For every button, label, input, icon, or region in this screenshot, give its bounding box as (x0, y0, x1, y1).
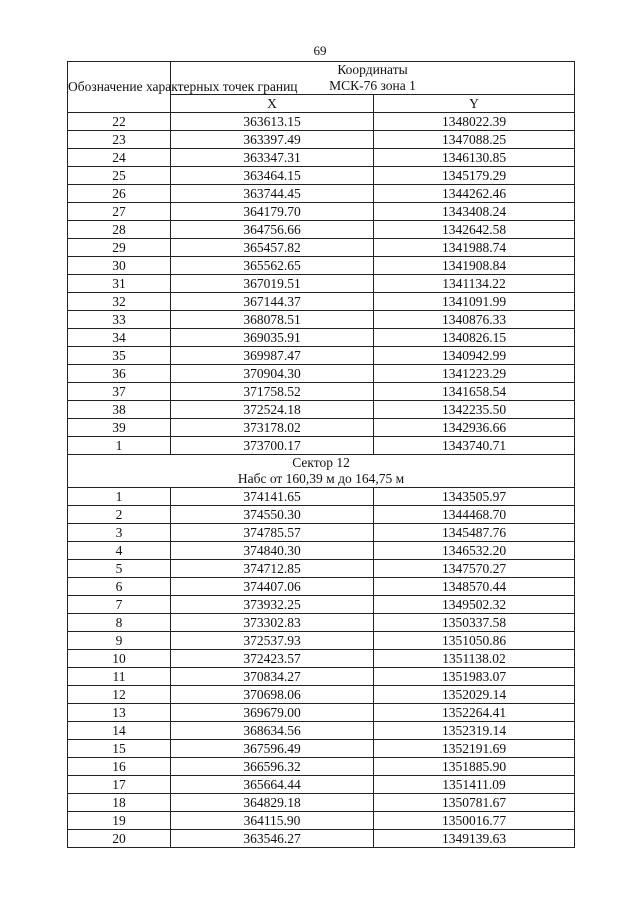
x-coordinate-cell: 363464.15 (171, 167, 374, 185)
header-row-1 (68, 62, 575, 95)
table-row (68, 614, 575, 632)
table-row (68, 776, 575, 794)
table-row (68, 221, 575, 239)
table-row (68, 383, 575, 401)
table-row (68, 329, 575, 347)
table-row (68, 812, 575, 830)
table-row (68, 203, 575, 221)
x-coordinate-cell: 373178.02 (171, 419, 374, 437)
point-number-cell: 28 (68, 221, 171, 239)
x-coordinate-cell: 364115.90 (171, 812, 374, 830)
x-coordinate-cell: 364756.66 (171, 221, 374, 239)
y-coordinate-cell: 1346532.20 (374, 542, 575, 560)
x-coordinate-cell: 370904.30 (171, 365, 374, 383)
table-row (68, 506, 575, 524)
y-coordinate-cell: 1345179.29 (374, 167, 575, 185)
x-coordinate-cell: 372537.93 (171, 632, 374, 650)
point-number-cell: 30 (68, 257, 171, 275)
point-number-cell: 19 (68, 812, 171, 830)
point-number-cell: 11 (68, 668, 171, 686)
table-row (68, 560, 575, 578)
x-coordinate-cell: 374840.30 (171, 542, 374, 560)
y-coordinate-cell: 1340876.33 (374, 311, 575, 329)
x-coordinate-cell: 369035.91 (171, 329, 374, 347)
table-row (68, 347, 575, 365)
coordinates-table-body (68, 62, 575, 848)
x-coordinate-cell: 365457.82 (171, 239, 374, 257)
sector-title: Сектор 12 (292, 455, 350, 470)
sector-row (68, 455, 575, 488)
point-number-cell: 16 (68, 758, 171, 776)
x-column-header: X (171, 95, 374, 113)
x-coordinate-cell: 369679.00 (171, 704, 374, 722)
table-row (68, 650, 575, 668)
point-number-cell: 26 (68, 185, 171, 203)
x-coordinate-cell: 374785.57 (171, 524, 374, 542)
coordinates-table (67, 61, 575, 848)
x-coordinate-cell: 374141.65 (171, 488, 374, 506)
table-row (68, 239, 575, 257)
y-coordinate-cell: 1341134.22 (374, 275, 575, 293)
y-coordinate-cell: 1344468.70 (374, 506, 575, 524)
table-row (68, 668, 575, 686)
sector-subtitle: Набс от 160,39 м до 164,75 м (237, 471, 405, 486)
point-number-cell: 38 (68, 401, 171, 419)
table-row (68, 830, 575, 848)
point-number-cell: 33 (68, 311, 171, 329)
x-coordinate-cell: 367019.51 (171, 275, 374, 293)
point-number-cell: 27 (68, 203, 171, 221)
table-row (68, 167, 575, 185)
table-row (68, 488, 575, 506)
coordinate-system: МСК-76 зона 1 (329, 78, 416, 93)
point-number-cell: 23 (68, 131, 171, 149)
point-number-cell: 29 (68, 239, 171, 257)
point-number-cell: 32 (68, 293, 171, 311)
table-row (68, 524, 575, 542)
point-number-cell: 4 (68, 542, 171, 560)
y-coordinate-cell: 1352264.41 (374, 704, 575, 722)
y-coordinate-cell: 1341223.29 (374, 365, 575, 383)
y-coordinate-cell: 1340942.99 (374, 347, 575, 365)
table-row (68, 704, 575, 722)
x-coordinate-cell: 363613.15 (171, 113, 374, 131)
y-coordinate-cell: 1348022.39 (374, 113, 575, 131)
y-coordinate-cell: 1342642.58 (374, 221, 575, 239)
x-coordinate-cell: 373700.17 (171, 437, 374, 455)
point-number-cell: 37 (68, 383, 171, 401)
table-row (68, 437, 575, 455)
table-row (68, 311, 575, 329)
point-number-cell: 9 (68, 632, 171, 650)
point-number-cell: 1 (68, 488, 171, 506)
table-row (68, 632, 575, 650)
y-coordinate-cell: 1341658.54 (374, 383, 575, 401)
y-coordinate-cell: 1351050.86 (374, 632, 575, 650)
coordinates-title: Координаты (337, 62, 408, 77)
table-row (68, 758, 575, 776)
table-row (68, 722, 575, 740)
y-coordinate-cell: 1350781.67 (374, 794, 575, 812)
point-number-cell: 13 (68, 704, 171, 722)
y-coordinate-cell: 1342235.50 (374, 401, 575, 419)
point-number-cell: 8 (68, 614, 171, 632)
table-row (68, 275, 575, 293)
x-coordinate-cell: 363546.27 (171, 830, 374, 848)
y-coordinate-cell: 1350337.58 (374, 614, 575, 632)
x-coordinate-cell: 363347.31 (171, 149, 374, 167)
x-coordinate-cell: 364179.70 (171, 203, 374, 221)
point-number-cell: 3 (68, 524, 171, 542)
table-row (68, 257, 575, 275)
x-coordinate-cell: 367144.37 (171, 293, 374, 311)
x-coordinate-cell: 374407.06 (171, 578, 374, 596)
y-coordinate-cell: 1352191.69 (374, 740, 575, 758)
point-label-header: Обозначение характерных точек границ (68, 62, 171, 113)
table-row (68, 113, 575, 131)
table-row (68, 131, 575, 149)
table-row (68, 740, 575, 758)
table-row (68, 794, 575, 812)
table-row (68, 419, 575, 437)
y-coordinate-cell: 1351983.07 (374, 668, 575, 686)
y-coordinate-cell: 1351885.90 (374, 758, 575, 776)
table-row (68, 365, 575, 383)
x-coordinate-cell: 366596.32 (171, 758, 374, 776)
table-row (68, 401, 575, 419)
point-number-cell: 12 (68, 686, 171, 704)
y-coordinate-cell: 1350016.77 (374, 812, 575, 830)
y-coordinate-cell: 1343505.97 (374, 488, 575, 506)
page-number: 69 (313, 43, 327, 58)
y-coordinate-cell: 1341091.99 (374, 293, 575, 311)
x-coordinate-cell: 374712.85 (171, 560, 374, 578)
point-number-cell: 2 (68, 506, 171, 524)
y-coordinate-cell: 1340826.15 (374, 329, 575, 347)
x-coordinate-cell: 371758.52 (171, 383, 374, 401)
x-coordinate-cell: 367596.49 (171, 740, 374, 758)
y-coordinate-cell: 1344262.46 (374, 185, 575, 203)
point-number-cell: 10 (68, 650, 171, 668)
x-coordinate-cell: 363744.45 (171, 185, 374, 203)
table-row (68, 293, 575, 311)
x-coordinate-cell: 365562.65 (171, 257, 374, 275)
table-row (68, 149, 575, 167)
y-coordinate-cell: 1352029.14 (374, 686, 575, 704)
y-coordinate-cell: 1346130.85 (374, 149, 575, 167)
point-number-cell: 36 (68, 365, 171, 383)
y-coordinate-cell: 1341988.74 (374, 239, 575, 257)
y-coordinate-cell: 1352319.14 (374, 722, 575, 740)
y-coordinate-cell: 1345487.76 (374, 524, 575, 542)
point-number-cell: 7 (68, 596, 171, 614)
x-coordinate-cell: 368078.51 (171, 311, 374, 329)
y-coordinate-cell: 1348570.44 (374, 578, 575, 596)
point-number-cell: 20 (68, 830, 171, 848)
point-number-cell: 35 (68, 347, 171, 365)
point-number-cell: 18 (68, 794, 171, 812)
point-number-cell: 39 (68, 419, 171, 437)
x-coordinate-cell: 372423.57 (171, 650, 374, 668)
point-number-cell: 31 (68, 275, 171, 293)
point-number-cell: 34 (68, 329, 171, 347)
point-number-cell: 17 (68, 776, 171, 794)
point-number-cell: 15 (68, 740, 171, 758)
table-row (68, 542, 575, 560)
table-row (68, 578, 575, 596)
point-number-cell: 1 (68, 437, 171, 455)
x-coordinate-cell: 365664.44 (171, 776, 374, 794)
y-coordinate-cell: 1342936.66 (374, 419, 575, 437)
y-coordinate-cell: 1349502.32 (374, 596, 575, 614)
x-coordinate-cell: 364829.18 (171, 794, 374, 812)
point-number-cell: 25 (68, 167, 171, 185)
x-coordinate-cell: 369987.47 (171, 347, 374, 365)
point-number-cell: 5 (68, 560, 171, 578)
x-coordinate-cell: 373932.25 (171, 596, 374, 614)
y-coordinate-cell: 1351138.02 (374, 650, 575, 668)
x-coordinate-cell: 363397.49 (171, 131, 374, 149)
point-number-cell: 24 (68, 149, 171, 167)
point-number-cell: 14 (68, 722, 171, 740)
point-number-cell: 22 (68, 113, 171, 131)
x-coordinate-cell: 370698.06 (171, 686, 374, 704)
y-coordinate-cell: 1347088.25 (374, 131, 575, 149)
y-coordinate-cell: 1341908.84 (374, 257, 575, 275)
table-row (68, 185, 575, 203)
x-coordinate-cell: 372524.18 (171, 401, 374, 419)
table-row (68, 686, 575, 704)
x-coordinate-cell: 373302.83 (171, 614, 374, 632)
y-coordinate-cell: 1349139.63 (374, 830, 575, 848)
x-coordinate-cell: 374550.30 (171, 506, 374, 524)
y-coordinate-cell: 1347570.27 (374, 560, 575, 578)
y-coordinate-cell: 1343740.71 (374, 437, 575, 455)
point-number-cell: 6 (68, 578, 171, 596)
y-coordinate-cell: 1343408.24 (374, 203, 575, 221)
x-coordinate-cell: 370834.27 (171, 668, 374, 686)
table-row (68, 596, 575, 614)
y-column-header: Y (374, 95, 575, 113)
y-coordinate-cell: 1351411.09 (374, 776, 575, 794)
sector-heading (68, 455, 575, 488)
x-coordinate-cell: 368634.56 (171, 722, 374, 740)
